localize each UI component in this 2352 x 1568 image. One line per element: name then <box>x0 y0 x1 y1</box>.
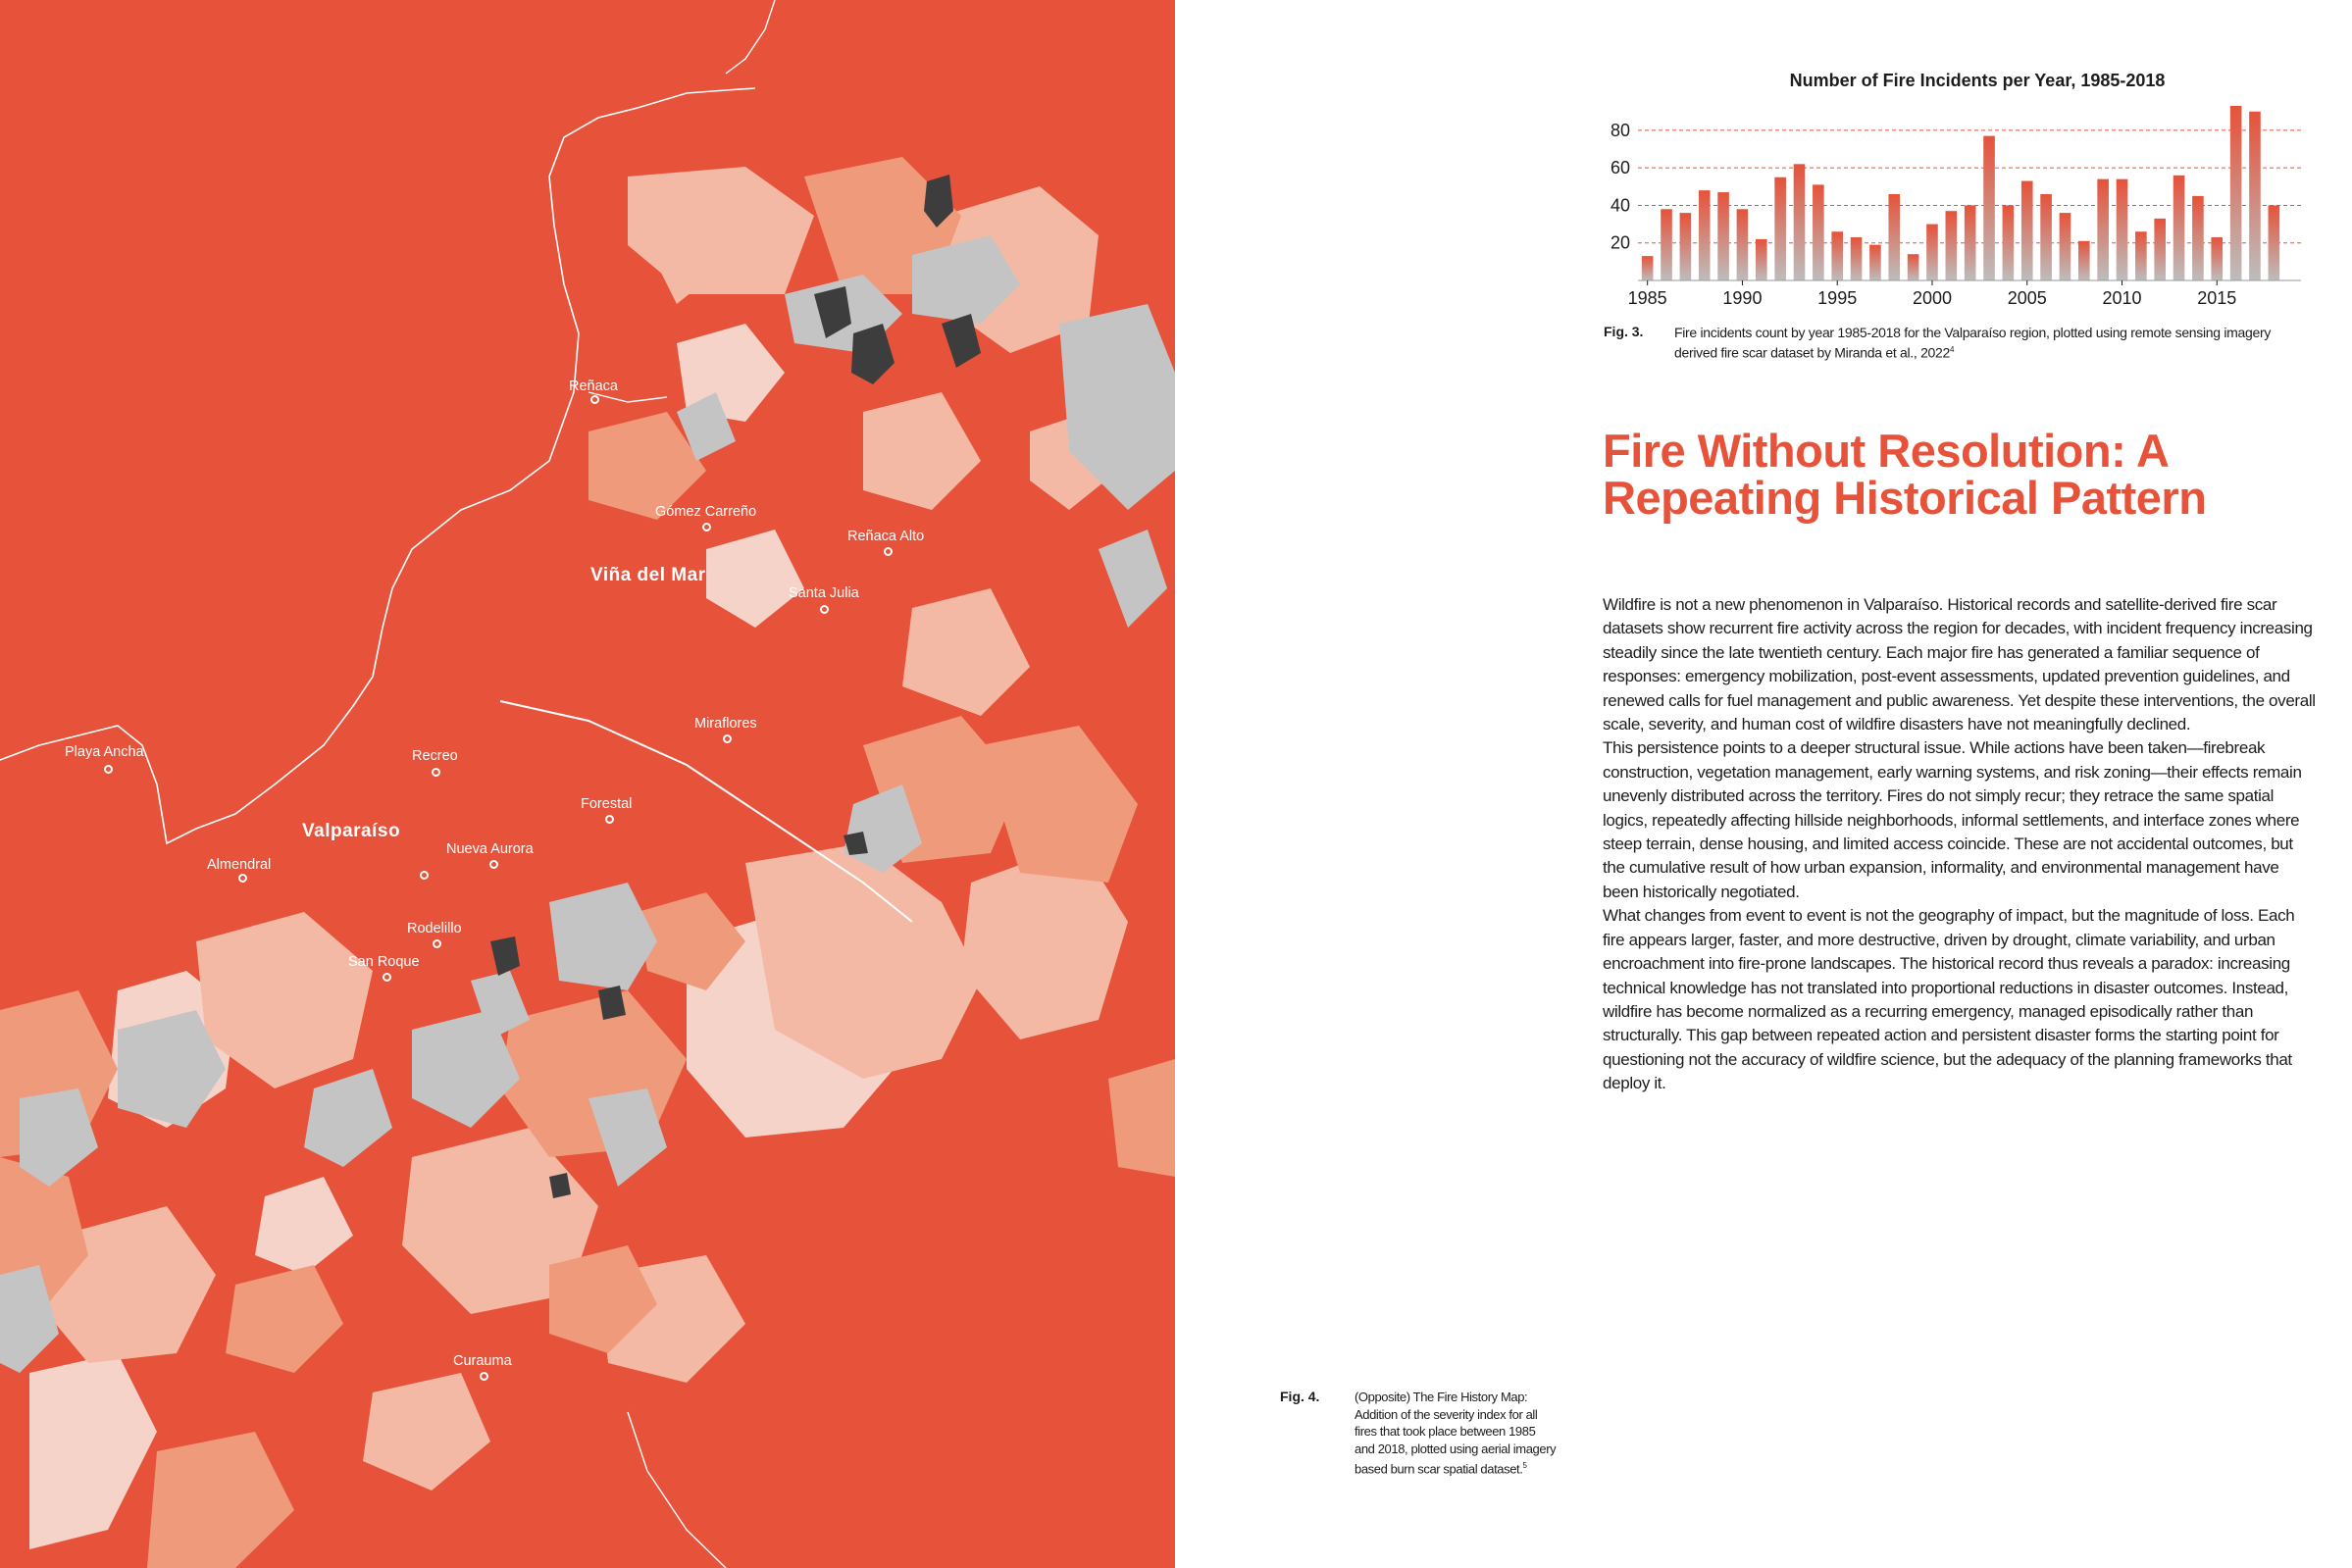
dot-rodelillo <box>433 939 441 948</box>
bar-2012 <box>2154 219 2166 280</box>
dot-renaca <box>590 395 599 404</box>
bar-2013 <box>2173 176 2185 280</box>
bar-2015 <box>2211 237 2223 280</box>
label-renaca-alto: Reñaca Alto <box>847 529 925 544</box>
bar-2017 <box>2249 112 2261 280</box>
bar-1993 <box>1794 164 1806 280</box>
section-heading <box>1603 425 2289 524</box>
x-tick-label-2000: 2000 <box>1912 288 1952 308</box>
fig3-text: Fire incidents count by year 1985-2018 for the Valparaíso region, plotted using remote sensing imagery derived fire scar dataset by Miranda et al., 2022 <box>1674 325 2272 361</box>
label-valparaiso: Valparaíso <box>302 821 401 841</box>
bar-2000 <box>1926 225 1938 280</box>
bar-2001 <box>1946 211 1958 280</box>
bar-1999 <box>1908 254 1919 280</box>
bar-2005 <box>2021 181 2033 280</box>
chart-bars <box>1642 106 2279 280</box>
bar-2007 <box>2060 213 2071 280</box>
body-paragraph-1: Wildfire is not a new phenomenon in Valparaíso. Historical records and satellite-derived fire scar datasets show recurrent fire activity across the region for decades, with incident frequency increasing steadily since the late twentieth century. Each major fire has generated a familiar sequence of responses: emergency mobilization, post-event assessments, updated prevention guidelines, and renewed calls for fuel management and public awareness. Yet despite these interventions, the overall scale, severity, and human cost of wildfire disasters have not meaningfully declined. <box>1603 595 2316 734</box>
bar-1995 <box>1831 231 1843 280</box>
dot-valparaiso <box>420 871 429 880</box>
bar-1996 <box>1851 237 1863 280</box>
bar-2003 <box>1983 136 1995 280</box>
fig3-note: 4 <box>1950 345 1955 354</box>
dot-forestal <box>605 815 614 824</box>
river-line-2 <box>628 1412 726 1568</box>
bar-2011 <box>2135 231 2147 280</box>
body-text <box>1603 593 2319 1096</box>
bar-1986 <box>1661 209 1672 280</box>
y-tick-label-40: 40 <box>1610 195 1630 216</box>
bar-1998 <box>1888 194 1900 280</box>
y-tick-label-60: 60 <box>1610 158 1630 178</box>
map-graphic <box>0 0 1175 1568</box>
y-tick-label-20: 20 <box>1610 232 1630 253</box>
x-tick-label-2015: 2015 <box>2197 288 2237 308</box>
chart-x-axis <box>1628 280 2301 308</box>
chart-title: Number of Fire Incidents per Year, 1985-2018 <box>1789 71 2166 90</box>
river-line <box>726 0 775 74</box>
fig4-text: (Opposite) The Fire History Map: Addition of the severity index for all fires that took place between 1985 and 2018, plotted using aerial imagery based burn scar spatial dataset. <box>1355 1390 1557 1477</box>
y-tick-label-80: 80 <box>1610 120 1630 140</box>
x-tick-label-1985: 1985 <box>1627 288 1667 308</box>
body-paragraph-3: What changes from event to event is not the geography of impact, but the magnitude of loss. Each fire appears larger, faster, and more destructive, driven by drought, climate variability, and urban encroachment into fire-prone landscapes. The historical record thus reveals a paradox: increasing technical knowledge has not translated into proportional reductions in disaster outcomes. Instead, wildfire has become normalized as a recurring emergency, managed episodically rather than structurally. This gap between repeated action and persistent disaster forms the starting point for questioning not the accuracy of wildfire science, but the adequacy of the planning frameworks that deploy it. <box>1603 906 2295 1093</box>
dot-gomez-carreno <box>702 523 711 531</box>
label-forestal: Forestal <box>581 796 633 812</box>
label-vina-del-mar: Viña del Mar <box>590 565 706 585</box>
label-recreo: Recreo <box>412 748 458 764</box>
dot-nueva-aurora <box>489 860 498 869</box>
label-san-roque: San Roque <box>348 954 420 970</box>
label-santa-julia: Santa Julia <box>789 585 859 601</box>
dot-curauma <box>480 1372 488 1381</box>
bar-1985 <box>1642 256 1654 280</box>
bar-2004 <box>2003 205 2015 280</box>
label-rodelillo: Rodelillo <box>407 921 462 936</box>
fig4-text-block <box>1355 1389 1559 1478</box>
fire-history-map <box>0 0 1175 1568</box>
bar-1994 <box>1813 184 1824 280</box>
bar-1989 <box>1717 192 1729 280</box>
bar-2009 <box>2097 179 2109 280</box>
x-tick-label-1995: 1995 <box>1817 288 1858 308</box>
bar-1997 <box>1869 245 1881 280</box>
bar-1991 <box>1756 239 1767 280</box>
bar-2002 <box>1965 205 1976 280</box>
label-almendral: Almendral <box>207 857 272 873</box>
fire-incidents-chart <box>1597 100 2303 316</box>
label-curauma: Curauma <box>453 1353 512 1369</box>
bar-2006 <box>2040 194 2052 280</box>
fig4-label: Fig. 4. <box>1280 1389 1320 1404</box>
fig3-label: Fig. 3. <box>1604 324 1644 339</box>
bar-2010 <box>2117 179 2128 280</box>
dot-santa-julia <box>820 605 829 614</box>
label-nueva-aurora: Nueva Aurora <box>446 841 534 857</box>
dot-recreo <box>432 768 440 777</box>
fig3-text-block <box>1674 324 2302 362</box>
dot-playa-ancha <box>104 765 113 774</box>
dot-miraflores <box>723 734 732 743</box>
dot-almendral <box>238 874 247 883</box>
bar-1990 <box>1737 209 1749 280</box>
bar-2016 <box>2230 106 2242 280</box>
bar-1988 <box>1699 190 1711 280</box>
bar-1992 <box>1774 177 1786 280</box>
label-renaca: Reñaca <box>569 379 618 394</box>
burn-scars-low <box>0 157 1175 1568</box>
x-tick-label-2010: 2010 <box>2102 288 2142 308</box>
label-miraflores: Miraflores <box>694 716 757 732</box>
x-tick-label-1990: 1990 <box>1722 288 1763 308</box>
bar-2018 <box>2269 205 2280 280</box>
body-paragraph-2: This persistence points to a deeper structural issue. While actions have been taken—firebreak construction, vegetation management, early warning systems, and risk zoning—their effects remain unevenly distributed across the territory. Fires do not simply recur; they retrace the same spatial logics, repeatedly affecting hillside neighborhoods, informal settlements, and interface zones where steep terrain, dense housing, and limited access coincide. These are not accidental outcomes, but the cumulative result of how urban expansion, informality, and environmental management have been historically negotiated. <box>1603 738 2302 901</box>
fig4-note: 5 <box>1522 1461 1527 1470</box>
bar-2008 <box>2078 241 2090 280</box>
label-gomez-carreno: Gómez Carreño <box>655 504 757 520</box>
x-tick-label-2005: 2005 <box>2007 288 2047 308</box>
bar-1987 <box>1680 213 1692 280</box>
bar-2014 <box>2192 196 2204 280</box>
chart-y-axis <box>1611 121 1630 253</box>
heading-line-2: Repeating Historical Pattern <box>1603 472 2207 524</box>
label-playa-ancha: Playa Ancha <box>65 744 144 760</box>
heading-line-1: Fire Without Resolution: A <box>1603 425 2170 477</box>
dot-san-roque <box>383 973 391 982</box>
dot-renaca-alto <box>884 547 893 556</box>
